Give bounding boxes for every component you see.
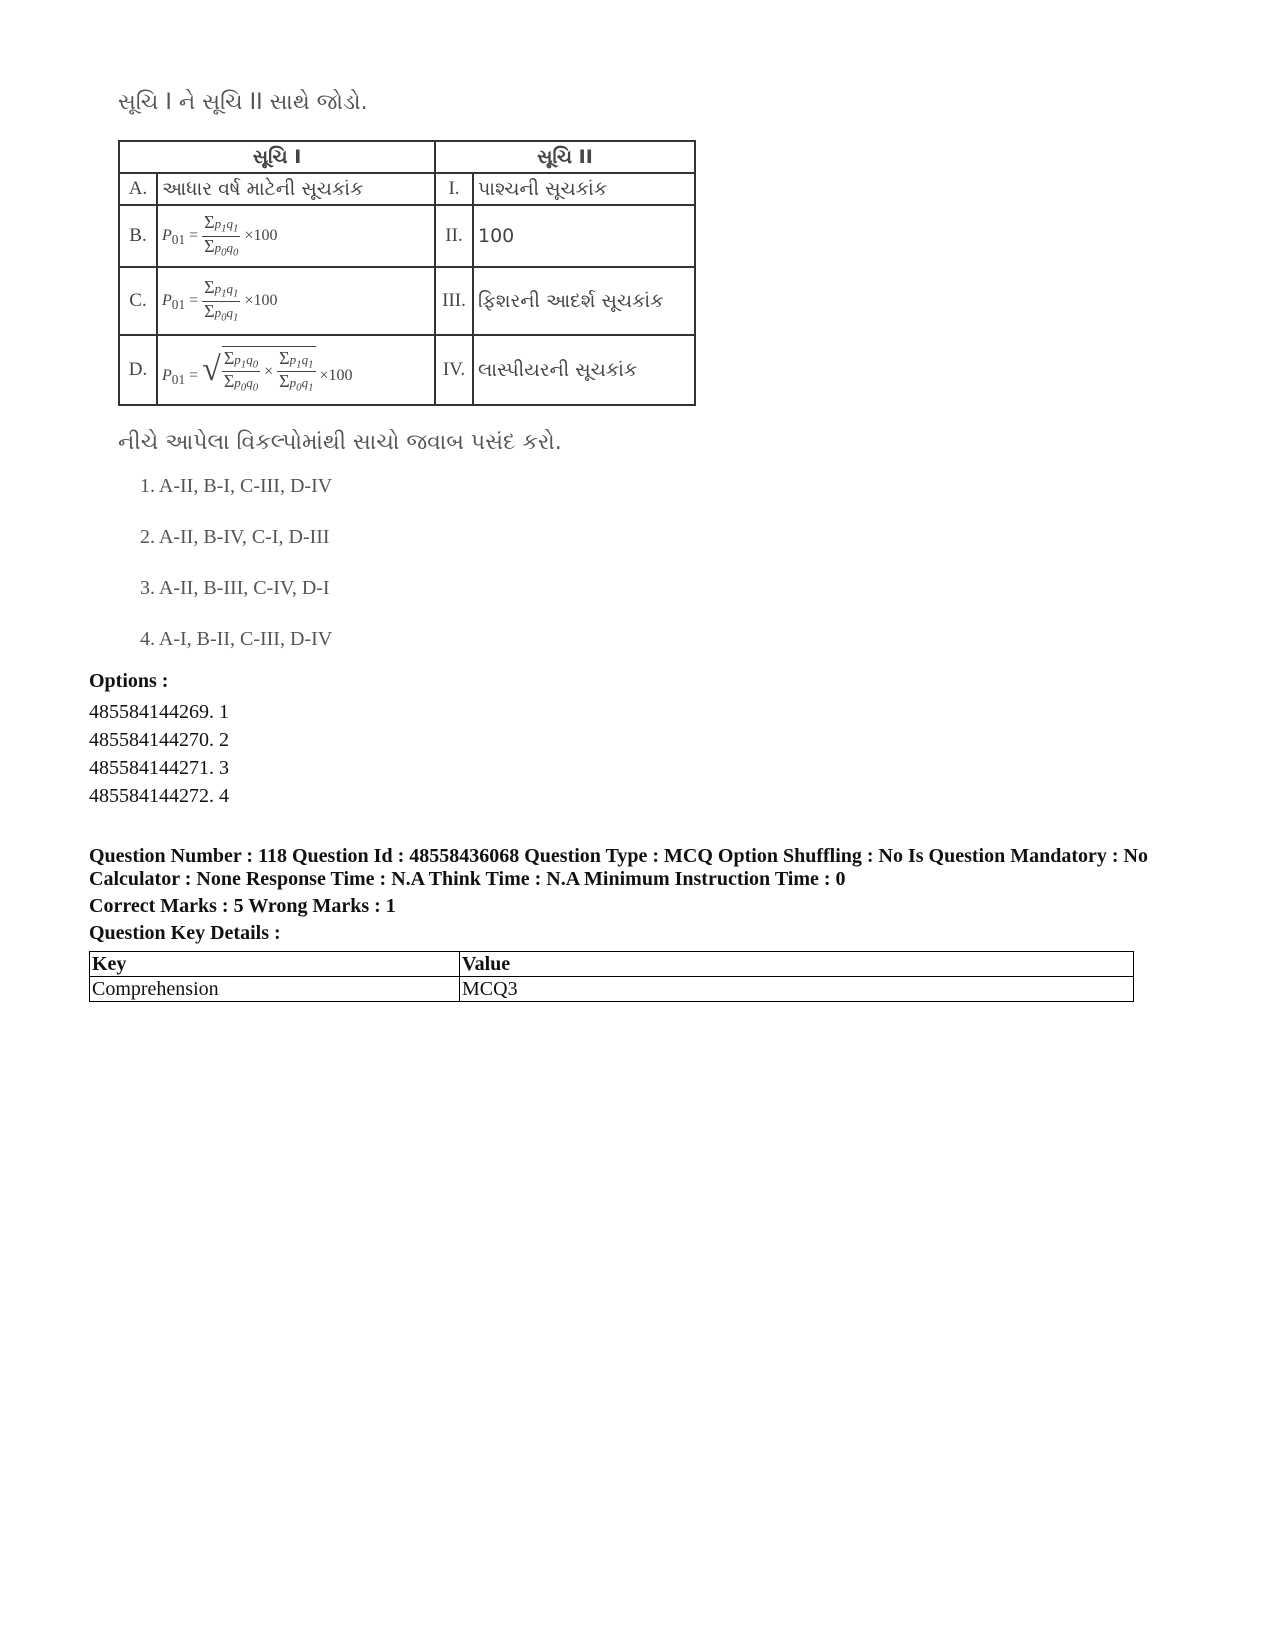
options-list [89, 698, 229, 810]
match-row [119, 335, 695, 405]
marks-line: Correct Marks : 5 Wrong Marks : 1 [89, 895, 396, 917]
list-2-item: પાશ્ચની સૂચકાંક [473, 173, 695, 205]
formula-d: $P_{01}$ = √ $\frac{\Sigma p_1q_0}{\Sigma p_0q_0}$ × $\frac{\Sigma p_1q_1}{\Sigma p_0q_1}$ ×100 [157, 335, 435, 405]
match-row [119, 267, 695, 335]
options-heading: Options : [89, 670, 169, 692]
row-label: C. [119, 267, 157, 335]
key-details-heading: Question Key Details : [89, 922, 281, 944]
row-label: A. [119, 173, 157, 205]
row-label-2: IV. [435, 335, 473, 405]
option-item: 485584144270. 2 [89, 729, 229, 751]
answer-choices [140, 475, 332, 679]
question-meta: Question Number : 118 Question Id : 48558436068 Question Type : MCQ Option Shuffling : No Is Question Mandatory : No Calculator : None Response Time : N.A Think Time : N.A Minimum Instruction Time : 0 [89, 845, 1148, 890]
match-table [118, 140, 696, 406]
answer-choice: 2. A-II, B-IV, C-I, D-III [140, 526, 330, 548]
answer-choice: 4. A-I, B-II, C-III, D-IV [140, 628, 333, 650]
option-item: 485584144272. 4 [89, 785, 229, 807]
header-key: Key [90, 952, 460, 977]
row-label: B. [119, 205, 157, 267]
formula-b: $P_{01}$ = $\frac{\Sigma p_1q_1}{\Sigma p_0q_0}$ ×100 [157, 205, 435, 267]
row-label: D. [119, 335, 157, 405]
row-label-2: III. [435, 267, 473, 335]
list-1-header: સૂચિ I [119, 141, 435, 173]
list-2-item: ફિશરની આદર્શ સૂચકાંક [473, 267, 695, 335]
list-2-item: લાસ્પીયરની સૂચકાંક [473, 335, 695, 405]
instruction-top: સૂચિ I ને સૂચિ II સાથે જોડો. [118, 90, 368, 115]
list-2-item: 100 [473, 205, 695, 267]
answer-choice: 1. A-II, B-I, C-III, D-IV [140, 475, 333, 497]
row-label-2: II. [435, 205, 473, 267]
match-row [119, 173, 695, 205]
list-1-item: આધાર વર્ષ માટેની સૂચકાંક [157, 173, 435, 205]
value-cell: MCQ3 [460, 977, 1134, 1002]
header-value: Value [460, 952, 1134, 977]
question-image [110, 80, 730, 680]
row-label-2: I. [435, 173, 473, 205]
option-item: 485584144271. 3 [89, 757, 229, 779]
list-2-header: સૂચિ II [435, 141, 695, 173]
table-row [90, 977, 1134, 1002]
formula-c: $P_{01}$ = $\frac{\Sigma p_1q_1}{\Sigma p_0q_1}$ ×100 [157, 267, 435, 335]
option-item: 485584144269. 1 [89, 701, 229, 723]
table-header-row [90, 952, 1134, 977]
instruction-bottom: નીચે આપેલા વિકલ્પોમાંથી સાચો જવાબ પસંદ કરો. [118, 430, 562, 455]
key-details-table [89, 951, 1134, 1002]
key-cell: Comprehension [90, 977, 460, 1002]
match-row [119, 205, 695, 267]
answer-choice: 3. A-II, B-III, C-IV, D-I [140, 577, 330, 599]
